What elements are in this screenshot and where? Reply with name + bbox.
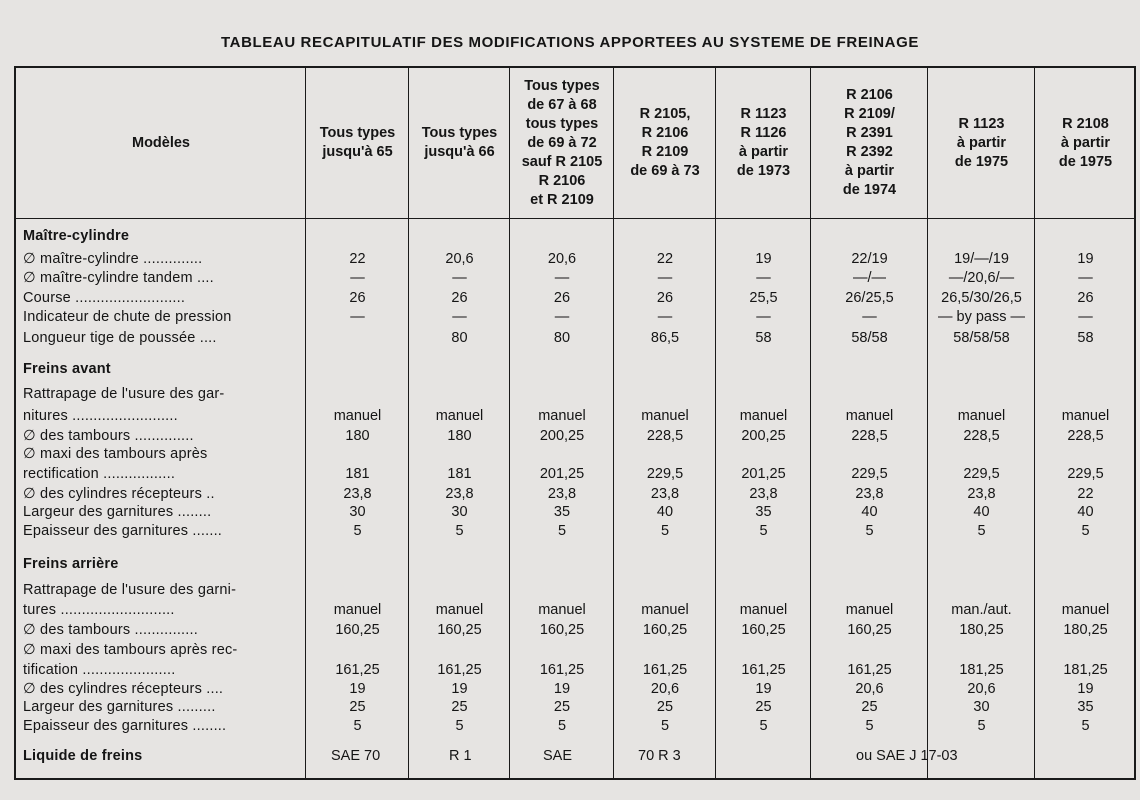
row-label: ∅ des cylindres récepteurs .... — [23, 681, 224, 697]
row-label: Longueur tige de poussée .... — [23, 330, 217, 346]
table-cell: manuel — [538, 408, 586, 424]
table-cell: — — [1078, 270, 1093, 286]
section-heading: Freins avant — [23, 361, 111, 377]
table-cell: 23,8 — [547, 486, 577, 502]
table-cell: 161,25 — [741, 662, 786, 678]
table-cell: — by pass — — [937, 309, 1026, 325]
table-cell: 23,8 — [855, 486, 884, 502]
row-label: tures ........................... — [23, 602, 175, 618]
fluid-sae: SAE — [543, 748, 573, 764]
table-cell: 161,25 — [539, 662, 585, 678]
table-cell: — — [756, 309, 771, 325]
table-cell: 19 — [755, 251, 772, 267]
row-label: ∅ des tambours ............... — [23, 622, 198, 638]
table-cell: 23,8 — [445, 486, 474, 502]
table-cell: 23,8 — [343, 486, 372, 502]
table-cell: 181 — [345, 466, 370, 482]
table-cell: 180 — [345, 428, 370, 444]
row-label: Largeur des garnitures ......... — [23, 699, 216, 715]
fluid-r1: R 1 — [449, 748, 472, 764]
fluid-label: Liquide de freins — [23, 748, 143, 764]
table-cell: 58/58 — [851, 330, 888, 346]
row-label: Rattrapage de l'usure des garni- — [23, 582, 237, 598]
table-cell: 5 — [759, 718, 768, 734]
table-cell: 229,5 — [851, 466, 888, 482]
table-cell: 26 — [349, 290, 366, 306]
header-divider — [16, 218, 1134, 219]
table-cell: 22 — [656, 251, 674, 267]
table-cell: 5 — [557, 718, 567, 734]
table-cell: 5 — [660, 523, 670, 539]
table-cell: manuel — [739, 602, 788, 618]
table-cell: 26,5/30/26,5 — [941, 290, 1022, 306]
header-column: R 1123 à partir de 1975 — [954, 115, 1009, 170]
table-cell: 35 — [755, 504, 772, 520]
table-cell: 160,25 — [847, 622, 892, 638]
table-cell: 5 — [1081, 523, 1090, 539]
table-cell: 5 — [977, 718, 986, 734]
table-cell: 19 — [349, 681, 366, 697]
table-cell: manuel — [957, 408, 1006, 424]
table-cell: manuel — [641, 408, 689, 424]
row-label: Rattrapage de l'usure des gar- — [23, 386, 225, 402]
section-heading: Freins arrière — [23, 556, 119, 572]
table-cell: — — [862, 309, 877, 325]
table-cell: 30 — [451, 504, 468, 520]
table-cell: 200,25 — [539, 428, 585, 444]
table-cell: manuel — [845, 602, 894, 618]
row-label: ∅ maxi des tambours après rec- — [23, 642, 238, 658]
table-cell: manuel — [538, 602, 586, 618]
table-cell: manuel — [845, 408, 894, 424]
table-cell: 19 — [1077, 251, 1094, 267]
table-cell: 181 — [447, 466, 472, 482]
table-cell: 180,25 — [959, 622, 1004, 638]
table-cell: 5 — [455, 523, 464, 539]
table-cell: 160,25 — [741, 622, 786, 638]
row-label: ∅ maître-cylindre .............. — [23, 251, 203, 267]
table-cell: 19 — [451, 681, 468, 697]
table-cell: 20,6 — [547, 251, 577, 267]
table-cell: 5 — [353, 718, 362, 734]
row-label: rectification ................. — [23, 466, 176, 482]
table-cell: 160,25 — [539, 622, 585, 638]
table-cell: 35 — [1077, 699, 1094, 715]
table-cell: 5 — [660, 718, 670, 734]
table-cell: 19 — [755, 681, 772, 697]
table-cell: 161,25 — [642, 662, 688, 678]
table-cell: 228,5 — [646, 428, 684, 444]
row-label: nitures ......................... — [23, 408, 178, 424]
row-label: Largeur des garnitures ........ — [23, 504, 212, 520]
table-cell: 228,5 — [851, 428, 888, 444]
table-cell: 25 — [656, 699, 674, 715]
row-label: Epaisseur des garnitures ........ — [23, 718, 227, 734]
fluid-sae-j1703: ou SAE J 17-03 — [856, 748, 958, 764]
table-cell: 22/19 — [851, 251, 888, 267]
table-cell: — — [452, 270, 467, 286]
table-cell: 181,25 — [1063, 662, 1108, 678]
section-heading: Maître-cylindre — [23, 228, 130, 244]
table-cell: 20,6 — [967, 681, 996, 697]
brake-summary-table — [14, 66, 1136, 780]
table-cell: 229,5 — [646, 466, 684, 482]
table-cell: 58 — [1077, 330, 1094, 346]
table-cell: manuel — [435, 408, 484, 424]
table-cell: 5 — [455, 718, 464, 734]
table-cell: 5 — [865, 523, 874, 539]
table-cell: — — [657, 270, 673, 286]
table-cell: 58/58/58 — [953, 330, 1010, 346]
table-cell: manuel — [739, 408, 788, 424]
table-cell: 22 — [1077, 486, 1094, 502]
table-cell: 30 — [349, 504, 366, 520]
table-cell: 26 — [553, 290, 571, 306]
table-cell: 161,25 — [847, 662, 892, 678]
table-cell: 5 — [759, 523, 768, 539]
table-cell: manuel — [1061, 602, 1110, 618]
table-cell: 58 — [755, 330, 772, 346]
table-cell: 26 — [656, 290, 674, 306]
table-cell: 40 — [656, 504, 674, 520]
table-cell: 5 — [557, 523, 567, 539]
row-label: ∅ maxi des tambours après — [23, 446, 208, 462]
table-cell: 22 — [349, 251, 366, 267]
table-cell: 201,25 — [741, 466, 786, 482]
table-cell: 20,6 — [650, 681, 680, 697]
table-cell: 23,8 — [967, 486, 996, 502]
table-cell: 229,5 — [1067, 466, 1104, 482]
table-cell: 19 — [553, 681, 571, 697]
header-column: R 2106 R 2109/ R 2391 R 2392 à partir de 1974 — [842, 87, 897, 198]
header-column: Tous types de 67 à 68 tous types de 69 à 72 sauf R 2105 R 2106 et R 2109 — [521, 77, 603, 208]
table-cell: 5 — [1081, 718, 1090, 734]
row-label: ∅ des tambours .............. — [23, 428, 194, 444]
table-cell: 160,25 — [642, 622, 688, 638]
table-cell: — — [554, 270, 570, 286]
table-cell: 19 — [1077, 681, 1094, 697]
table-cell: —/— — [852, 270, 887, 286]
table-cell: — — [554, 309, 570, 325]
table-cell: manuel — [1061, 408, 1110, 424]
header-column: R 2108 à partir de 1975 — [1058, 115, 1113, 170]
table-cell: 25,5 — [749, 290, 778, 306]
row-label: tification ...................... — [23, 662, 176, 678]
table-cell: 80 — [451, 330, 468, 346]
table-cell: 26 — [451, 290, 468, 306]
table-cell: 23,8 — [749, 486, 778, 502]
table-cell: 30 — [973, 699, 990, 715]
row-label: Course .......................... — [23, 290, 186, 306]
table-cell: 5 — [353, 523, 362, 539]
table-cell: 160,25 — [437, 622, 482, 638]
header-column: R 2105, R 2106 R 2109 de 69 à 73 — [630, 106, 700, 179]
table-cell: 20,6 — [445, 251, 474, 267]
table-cell: 86,5 — [650, 330, 680, 346]
row-label: Epaisseur des garnitures ....... — [23, 523, 223, 539]
table-cell: 200,25 — [741, 428, 786, 444]
header-models-label: Modèles — [131, 134, 190, 151]
table-cell: 161,25 — [437, 662, 482, 678]
table-cell: — — [350, 309, 365, 325]
table-cell: — — [1078, 309, 1093, 325]
row-label: Indicateur de chute de pression — [23, 309, 232, 325]
table-cell: manuel — [435, 602, 484, 618]
table-cell: 160,25 — [335, 622, 380, 638]
table-cell: 180,25 — [1063, 622, 1108, 638]
table-cell: 181,25 — [959, 662, 1004, 678]
table-cell: manuel — [333, 602, 382, 618]
table-cell: 23,8 — [650, 486, 680, 502]
table-cell: manuel — [641, 602, 689, 618]
table-cell: 201,25 — [539, 466, 585, 482]
table-cell: 20,6 — [855, 681, 884, 697]
table-cell: 19/—/19 — [954, 251, 1009, 267]
table-cell: 228,5 — [963, 428, 1000, 444]
header-column: Tous types jusqu'à 65 — [319, 125, 396, 160]
table-cell: 161,25 — [335, 662, 380, 678]
table-cell: 25 — [755, 699, 772, 715]
table-cell: — — [350, 270, 365, 286]
table-cell: 228,5 — [1067, 428, 1104, 444]
table-cell: 25 — [451, 699, 468, 715]
table-cell: 40 — [1077, 504, 1094, 520]
row-label: ∅ maître-cylindre tandem .... — [23, 270, 214, 286]
header-column: R 1123 R 1126 à partir de 1973 — [736, 106, 791, 179]
table-cell: 26/25,5 — [845, 290, 894, 306]
table-cell: 40 — [861, 504, 878, 520]
table-cell: — — [657, 309, 673, 325]
table-cell: — — [452, 309, 467, 325]
table-cell: manuel — [333, 408, 382, 424]
row-label: ∅ des cylindres récepteurs .. — [23, 486, 215, 502]
table-title: TABLEAU RECAPITULATIF DES MODIFICATIONS APPORTEES AU SYSTEME DE FREINAGE — [221, 34, 919, 51]
table-cell: 80 — [553, 330, 571, 346]
table-cell: 229,5 — [963, 466, 1000, 482]
table-cell: 26 — [1077, 290, 1094, 306]
table-cell: man./aut. — [951, 602, 1012, 618]
table-cell: 5 — [977, 523, 986, 539]
fluid-70r3: 70 R 3 — [638, 748, 681, 764]
table-cell: — — [756, 270, 771, 286]
table-cell: —/20,6/— — [948, 270, 1015, 286]
fluid-sae70: SAE 70 — [331, 748, 381, 764]
table-cell: 25 — [553, 699, 571, 715]
header-column: Tous types jusqu'à 66 — [421, 125, 498, 160]
table-cell: 25 — [861, 699, 878, 715]
table-cell: 180 — [447, 428, 472, 444]
table-cell: 5 — [865, 718, 874, 734]
table-cell: 35 — [553, 504, 571, 520]
table-cell: 25 — [349, 699, 366, 715]
table-cell: 40 — [973, 504, 990, 520]
